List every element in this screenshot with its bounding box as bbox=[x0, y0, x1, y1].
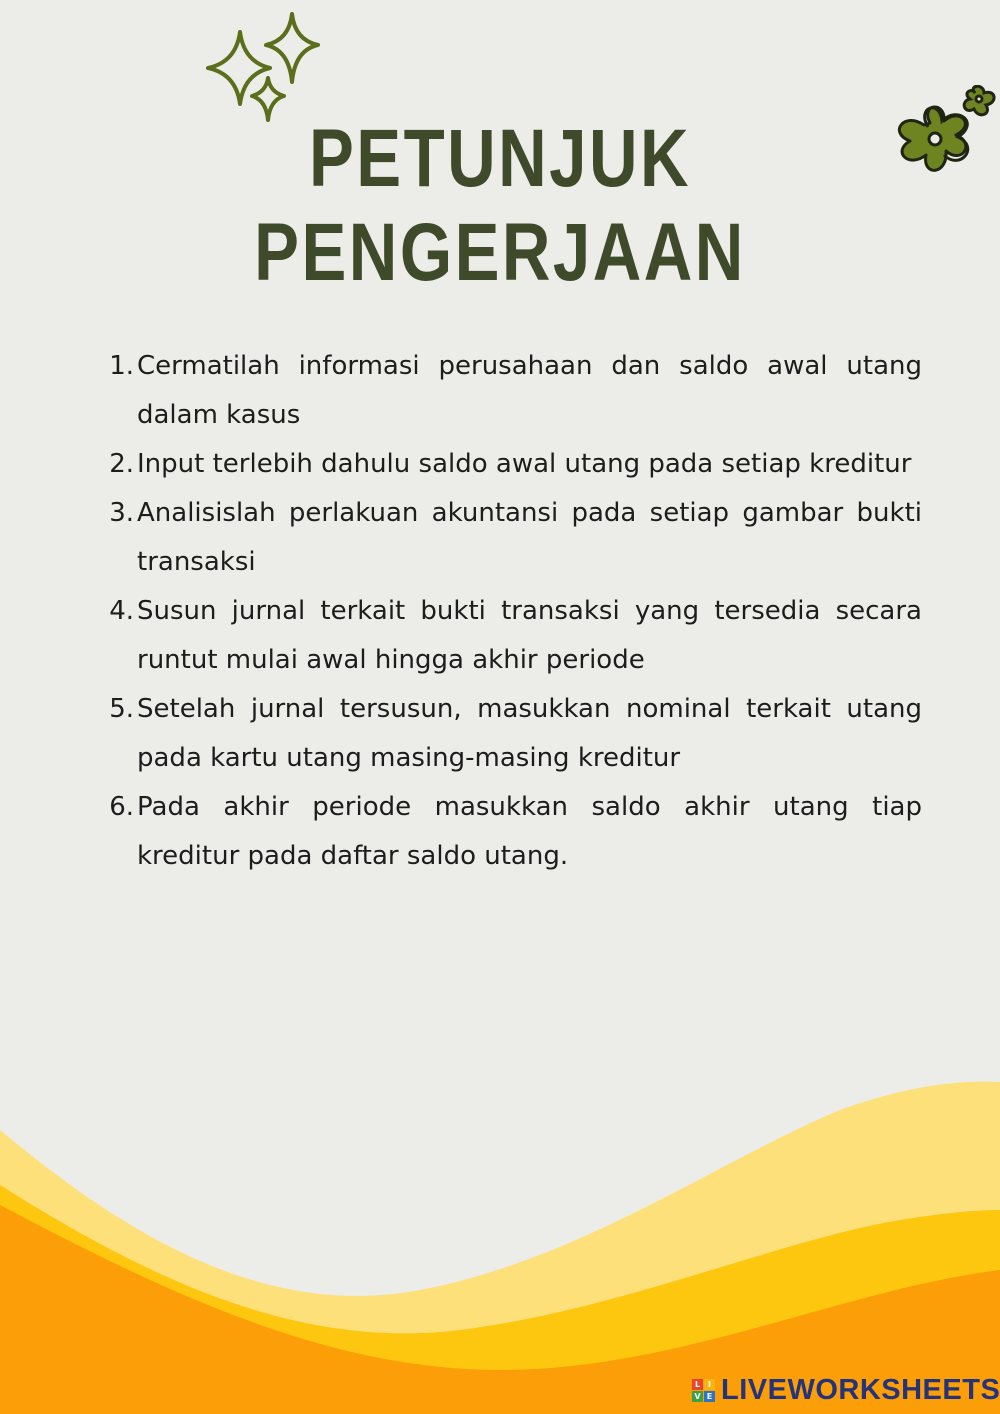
instruction-item bbox=[100, 587, 922, 685]
instruction-text: Setelah jurnal tersusun, masukkan nominal terkait utang pada kartu utang masing-masing kreditur bbox=[137, 694, 922, 773]
bottom-wave-decoration bbox=[0, 1080, 1000, 1414]
logo-letter: I bbox=[704, 1379, 715, 1390]
instruction-number: 2. bbox=[109, 449, 134, 479]
instruction-item bbox=[100, 440, 922, 489]
instruction-item bbox=[100, 342, 922, 440]
instruction-text: Analisislah perlakuan akuntansi pada setiap gambar bukti transaksi bbox=[137, 498, 922, 577]
title-line-1: PETUNJUK bbox=[308, 113, 692, 204]
instruction-item bbox=[100, 783, 922, 881]
instruction-text: Susun jurnal terkait bukti transaksi yang tersedia secara runtut mulai awal hingga akhir periode bbox=[137, 596, 922, 675]
liveworksheets-brand[interactable] bbox=[692, 1372, 1000, 1408]
instruction-list bbox=[100, 342, 922, 881]
instruction-number: 5. bbox=[109, 694, 134, 724]
title-line-2: PENGERJAAN bbox=[254, 207, 746, 298]
brand-text: LIVEWORKSHEETS bbox=[721, 1373, 1000, 1406]
liveworksheets-logo-icon bbox=[692, 1379, 715, 1402]
instruction-item bbox=[100, 685, 922, 783]
instruction-text: Cermatilah informasi perusahaan dan saldo awal utang dalam kasus bbox=[137, 351, 922, 430]
instruction-text: Input terlebih dahulu saldo awal utang pada setiap kreditur bbox=[137, 449, 912, 479]
instruction-number: 3. bbox=[109, 498, 134, 528]
instruction-number: 1. bbox=[109, 351, 134, 381]
instruction-number: 4. bbox=[109, 596, 134, 626]
logo-letter: L bbox=[692, 1379, 703, 1390]
instruction-item bbox=[100, 489, 922, 587]
logo-letter: E bbox=[704, 1391, 715, 1402]
instruction-text: Pada akhir periode masukkan saldo akhir utang tiap kreditur pada daftar saldo utang. bbox=[137, 792, 922, 871]
logo-letter: V bbox=[692, 1391, 703, 1402]
instruction-number: 6. bbox=[109, 792, 134, 822]
page-title bbox=[90, 112, 910, 300]
